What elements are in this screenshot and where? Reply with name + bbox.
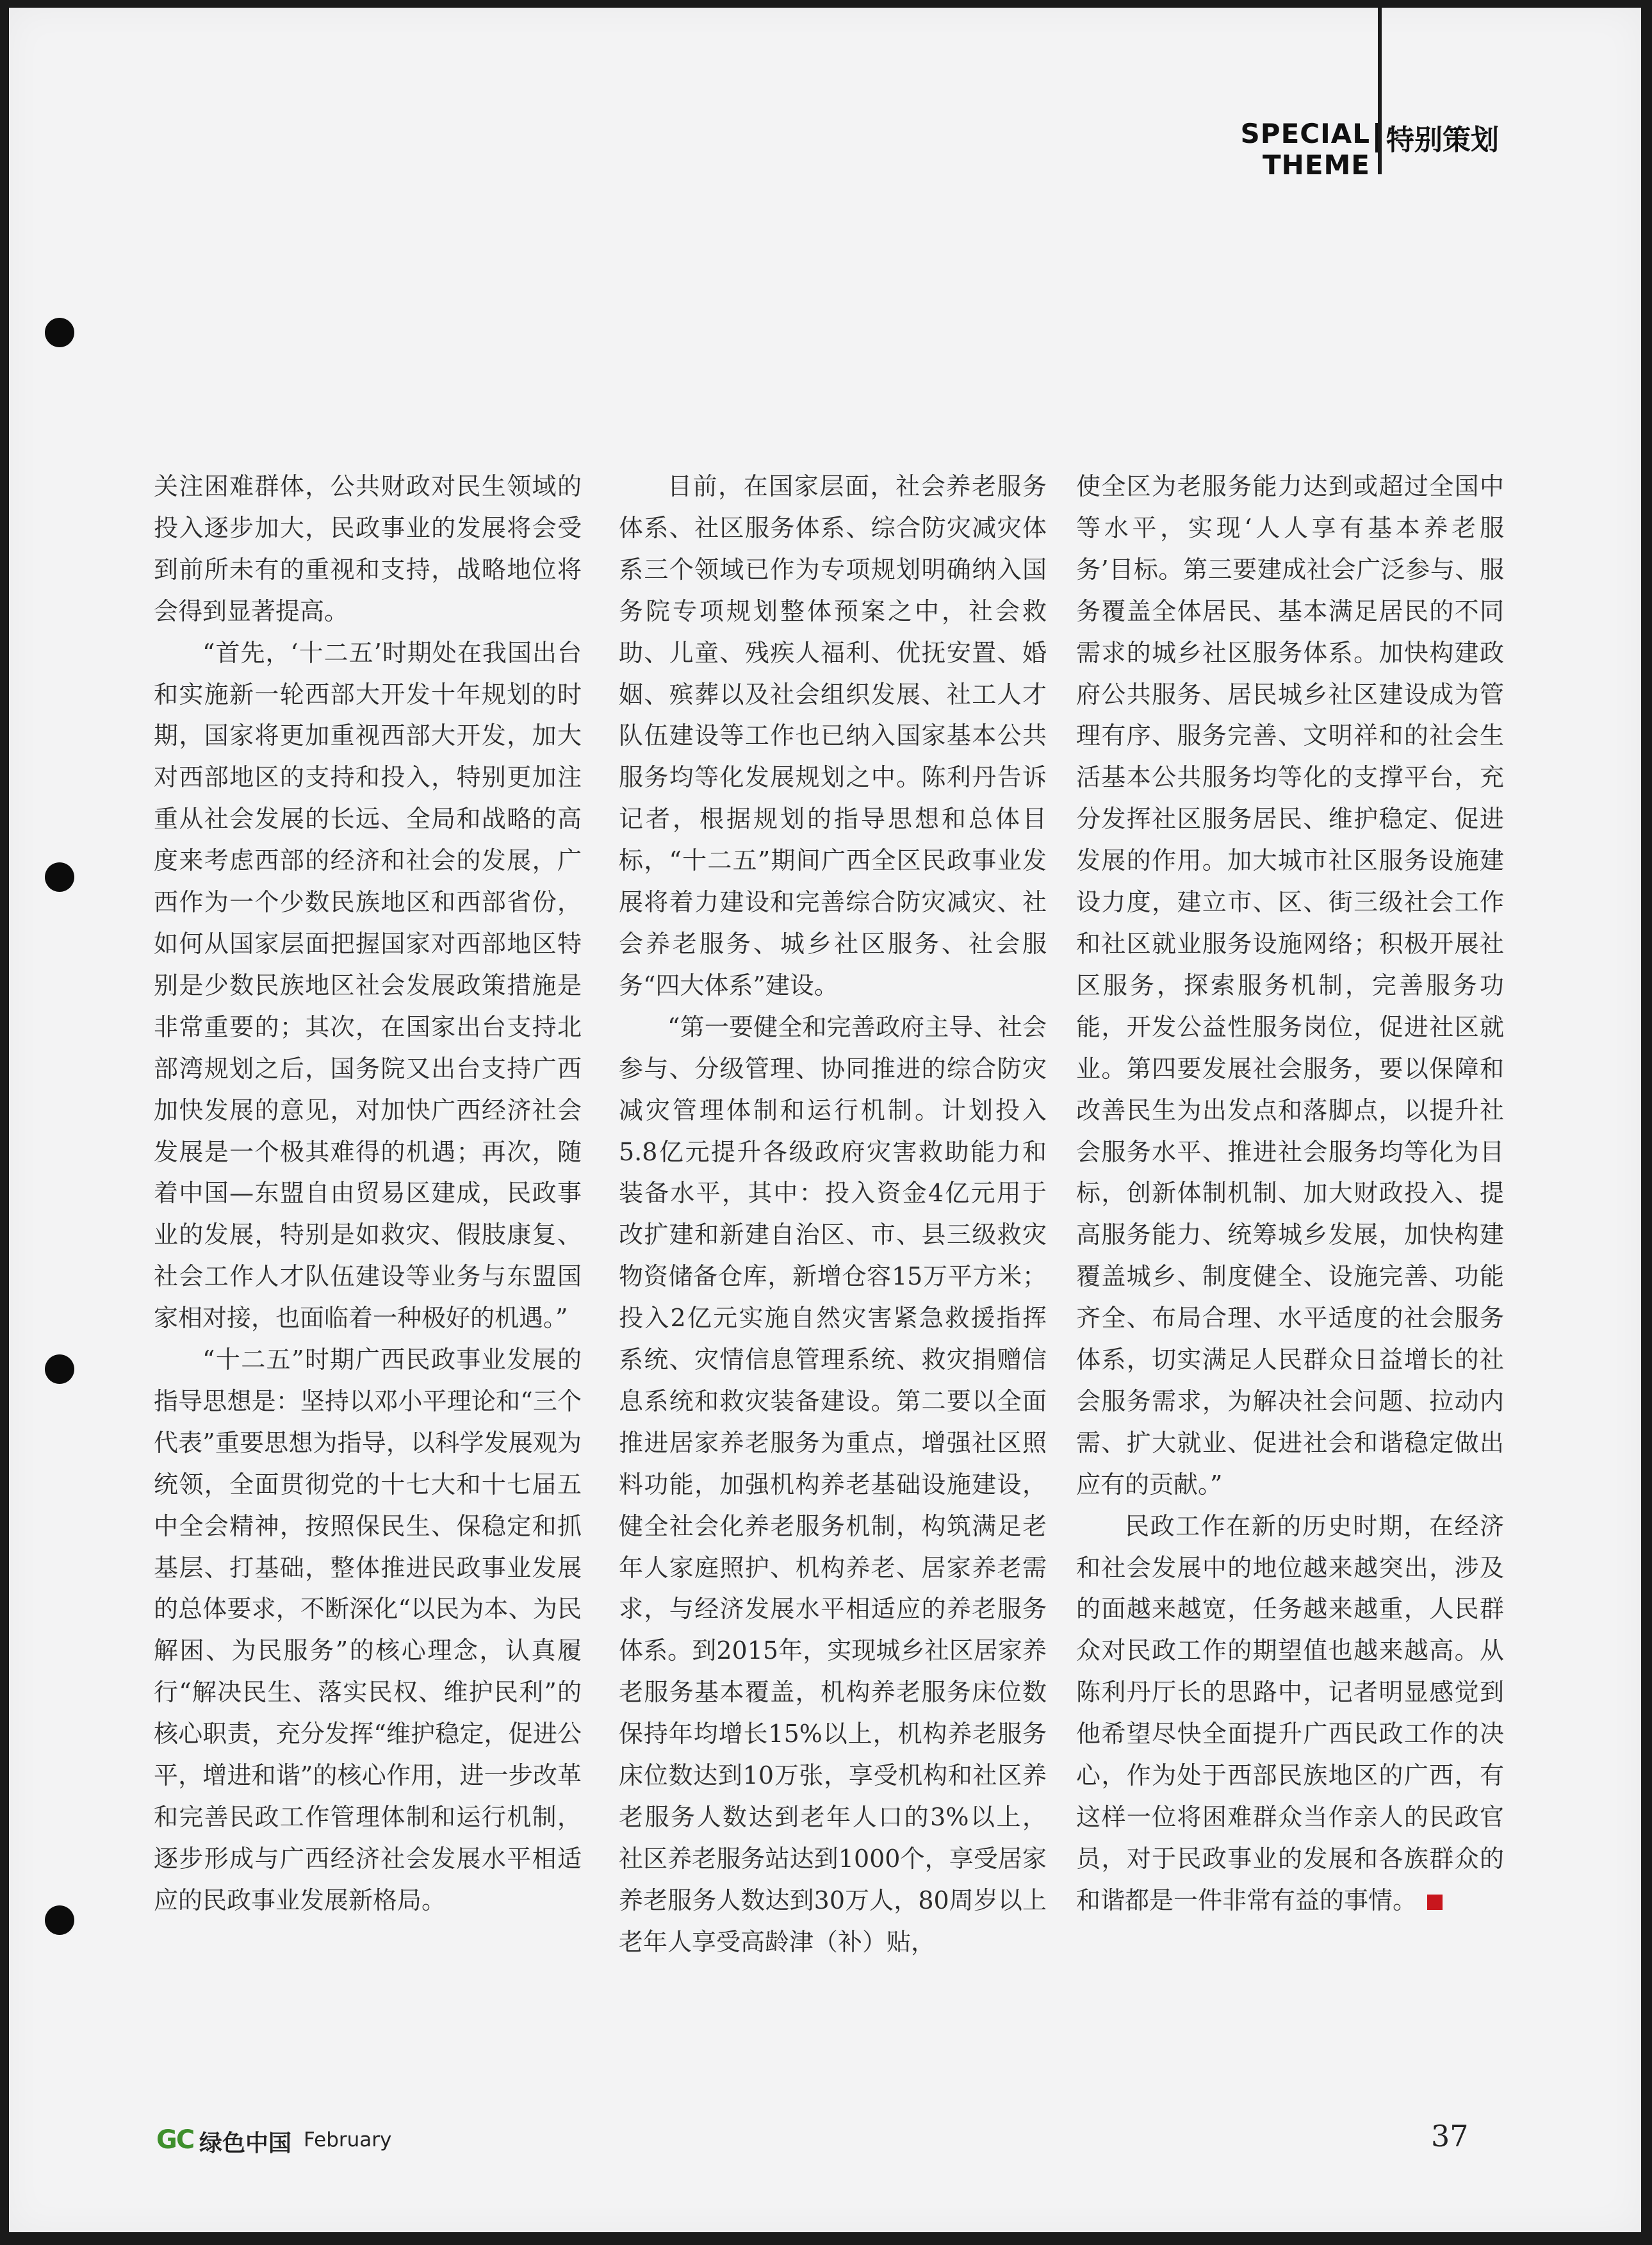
magazine-page xyxy=(9,8,1641,2232)
article-column-3 xyxy=(1076,466,1504,1921)
binder-hole xyxy=(45,1354,74,1384)
section-title-en: SPECIAL THEME xyxy=(1240,118,1370,181)
paragraph: 关注困难群体，公共财政对民生领域的投入逐步加大，民政事业的发展将会受到前所未有的重视和支持，战略地位将会得到显著提高。 xyxy=(154,472,582,625)
paragraph: “十二五”时期广西民政事业发展的指导思想是：坚持以邓小平理论和“三个代表”重要思想为指导，以科学发展观为统领，全面贯彻党的十七大和十七届五中全会精神，按照保民生、保稳定和抓基层、打基础，整体推进民政事业发展的总体要求，不断深化“以民为本、为民解困、为民服务”的核心理念，认真履行“解决民生、落实民权、维护民利”的核心职责，充分发挥“维护稳定，促进公平，增进和谐”的核心作用，进一步改革和完善民政工作管理体制和运行机制，逐步形成与广西经济社会发展水平相适应的民政事业发展新格局。 xyxy=(154,1345,582,1914)
article-column-1 xyxy=(154,466,582,1921)
paragraph: 使全区为老服务能力达到或超过全国中等水平，实现‘人人享有基本养老服务’目标。第三要建成社会广泛参与、服务覆盖全体居民、基本满足居民的不同需求的城乡社区服务体系。加快构建政府公共服务、居民城乡社区建设成为管理有序、服务完善、文明祥和的社会生活基本公共服务均等化的支撑平台，充分发挥社区服务居民、维护稳定、促进发展的作用。加大城市社区服务设施建设力度，建立市、区、街三级社会工作和社区就业服务设施网络；积极开展社区服务，探索服务机制，完善服务功能，开发公益性服务岗位，促进社区就业。第四要发展社会服务，要以保障和改善民生为出发点和落脚点，以提升社会服务水平、推进社会服务均等化为目标，创新体制机制、加大财政投入、提高服务能力、统筹城乡发展，加快构建覆盖城乡、制度健全、设施完善、功能齐全、布局合理、水平适度的社会服务体系，切实满足人民群众日益增长的社会服务需求，为解决社会问题、拉动内需、扩大就业、促进社会和谐稳定做出应有的贡献。” xyxy=(1076,472,1504,1499)
paragraph xyxy=(1076,1506,1504,1921)
magazine-logo: GC xyxy=(156,2125,194,2155)
article-column-2 xyxy=(619,466,1047,1963)
page-number: 37 xyxy=(1431,2119,1469,2153)
section-title-separator xyxy=(1375,123,1378,152)
issue-month: February xyxy=(304,2128,392,2151)
paragraph: “第一要健全和完善政府主导、社会参与、分级管理、协同推进的综合防灾减灾管理体制和运行机制。计划投入5.8亿元提升各级政府灾害救助能力和装备水平，其中：投入资金4亿元用于改扩建和新建自治区、市、县三级救灾物资储备仓库，新增仓容15万平方米；投入2亿元实施自然灾害紧急救援指挥系统、灾情信息管理系统、救灾捐赠信息系统和救灾装备建设。第二要以全面推进居家养老服务为重点，增强社区照料功能，加强机构养老基础设施建设，健全社会化养老服务机制，构筑满足老年人家庭照护、机构养老、居家养老需求，与经济发展水平相适应的养老服务体系。到2015年，实现城乡社区居家养老服务基本覆盖，机构养老服务床位数保持年均增长15%以上，机构养老服务床位数达到10万张，享受机构和社区养老服务人数达到老年人口的3%以上，社区养老服务站达到1000个，享受居家养老服务人数达到30万人，80周岁以上老年人享受高龄津（补）贴， xyxy=(619,1012,1047,1956)
end-of-article-mark xyxy=(1427,1895,1443,1910)
header-vertical-rule xyxy=(1378,8,1382,174)
paragraph-text: 民政工作在新的历史时期，在经济和社会发展中的地位越来越突出，涉及的面越来越宽，任务越来越重，人民群众对民政工作的期望值也越来越高。从陈利丹厅长的思路中，记者明显感觉到他希望尽快全面提升广西民政工作的决心，作为处于西部民族地区的广西，有这样一位将困难群众当作亲人的民政官员，对于民政事业的发展和各族群众的和谐都是一件非常有益的事情。 xyxy=(1076,1511,1504,1914)
section-title-cn: 特别策划 xyxy=(1386,124,1499,156)
paragraph: 目前，在国家层面，社会养老服务体系、社区服务体系、综合防灾减灾体系三个领域已作为专项规划明确纳入国务院专项规划整体预案之中，社会救助、儿童、残疾人福利、优抚安置、婚姻、殡葬以及社会组织发展、社工人才队伍建设等工作也已纳入国家基本公共服务均等化发展规划之中。陈利丹告诉记者，根据规划的指导思想和总体目标，“十二五”期间广西全区民政事业发展将着力建设和完善综合防灾减灾、社会养老服务、城乡社区服务、社会服务“四大体系”建设。 xyxy=(619,472,1047,999)
binder-hole xyxy=(45,1905,74,1935)
magazine-name: 绿色中国 xyxy=(199,2130,292,2157)
paragraph: “首先，‘十二五’时期处在我国出台和实施新一轮西部大开发十年规划的时期，国家将更加重视西部大开发，加大对西部地区的支持和投入，特别更加注重从社会发展的长远、全局和战略的高度来考虑西部的经济和社会的发展，广西作为一个少数民族地区和西部省份，如何从国家层面把握国家对西部地区特别是少数民族地区社会发展政策措施是非常重要的；其次，在国家出台支持北部湾规划之后，国务院又出台支持广西加快发展的意见，对加快广西经济社会发展是一个极其难得的机遇；再次，随着中国—东盟自由贸易区建成，民政事业的发展，特别是如救灾、假肢康复、社会工作人才队伍建设等业务与东盟国家相对接，也面临着一种极好的机遇。” xyxy=(154,638,582,1333)
binder-hole xyxy=(45,318,74,347)
binder-hole xyxy=(45,862,74,892)
